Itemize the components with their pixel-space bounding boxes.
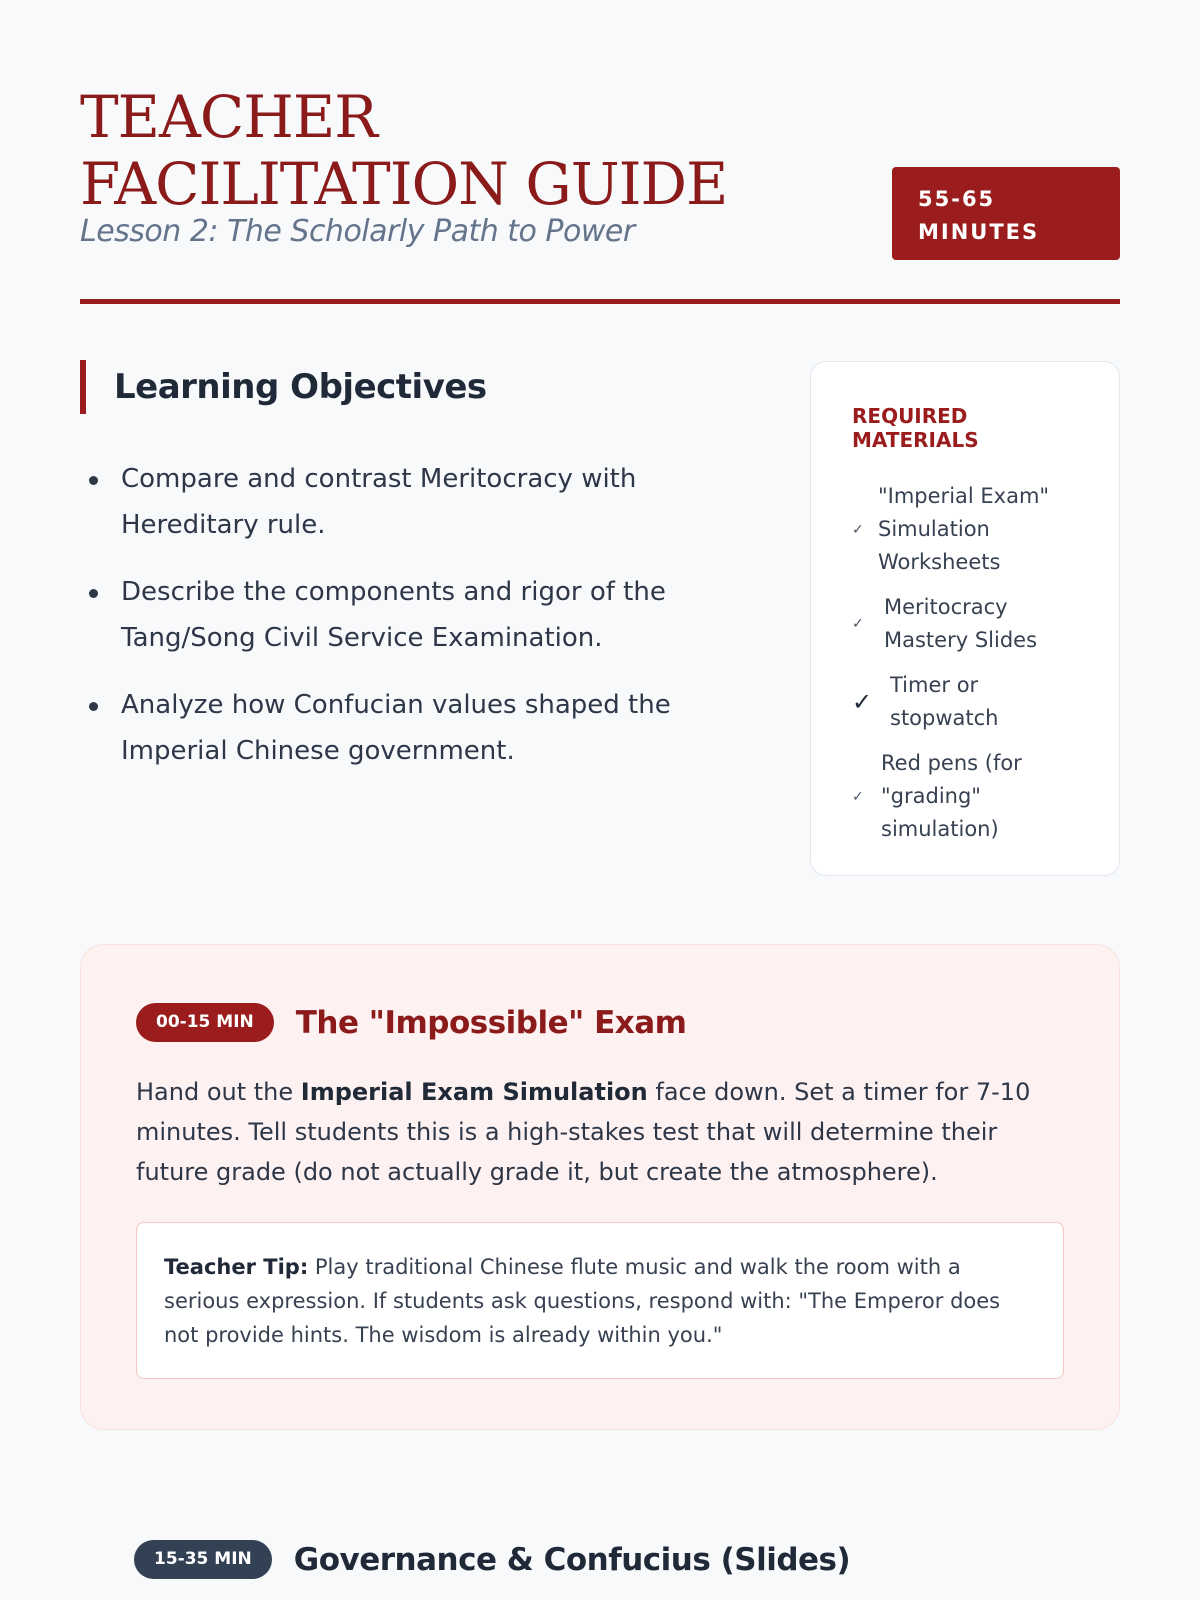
activity-text-end: face down. Set a timer for 7-10 minutes. Tell students this is a high-stakes test that will determine their future grade (do not actually grade it, but create the atmosphere). [136,1078,1031,1186]
activity-governance-header [134,1540,850,1579]
activity-header [136,1003,1064,1042]
activity-text-start: Hand out the [136,1078,301,1106]
material-item [852,747,1089,846]
activity-impossible-exam [80,944,1120,1430]
material-label: Meritocracy Mastery Slides [884,595,1038,652]
time-badge: 15-35 MIN [134,1540,272,1579]
teacher-tip-box [136,1222,1064,1379]
material-label: "Imperial Exam" Simulation Worksheets [878,484,1050,574]
objectives-heading: Learning Objectives [80,360,700,414]
guide-header [80,0,1120,304]
materials-heading: REQUIRED MATERIALS [852,404,979,452]
material-item [852,591,1089,657]
time-badge: 00-15 MIN [136,1003,274,1042]
duration-badge [892,167,1120,260]
lesson-subtitle: Lesson 2: The Scholarly Path to Power [80,214,635,249]
material-label: Red pens (for "grading" simulation) [881,751,1022,841]
objective-item: Compare and contrast Meritocracy with Hereditary rule. [80,456,700,548]
learning-objectives-section [80,360,700,795]
objective-item: Analyze how Confucian values shaped the Imperial Chinese government. [80,682,700,774]
tip-label: Teacher Tip: [164,1255,309,1279]
objective-item: Describe the components and rigor of the Tang/Song Civil Service Examination. [80,569,700,661]
activity-description [136,1072,1064,1192]
duration-value: 55-65 [918,187,996,211]
check-icon: ✓ [852,616,864,632]
material-label: Timer or stopwatch [890,673,999,730]
activity-material-name: Imperial Exam Simulation [300,1078,648,1106]
activity-title: The "Impossible" Exam [295,1004,687,1041]
material-item [852,669,1089,735]
objectives-list [80,456,700,774]
check-icon: ✓ [852,688,873,716]
check-icon: ✓ [852,521,864,538]
required-materials-card [810,361,1120,876]
page-title: TEACHER FACILITATION GUIDE [80,83,728,218]
material-item [852,480,1089,579]
tip-text: Play traditional Chinese flute music and walk the room with a serious expression. If students ask questions, respond with: "The Emperor does not provide hints. The wisdom is already within you." [164,1255,1001,1347]
check-icon: ✓ [852,788,864,805]
duration-unit: MINUTES [918,220,1040,244]
activity-title: Governance & Confucius (Slides) [293,1541,851,1578]
